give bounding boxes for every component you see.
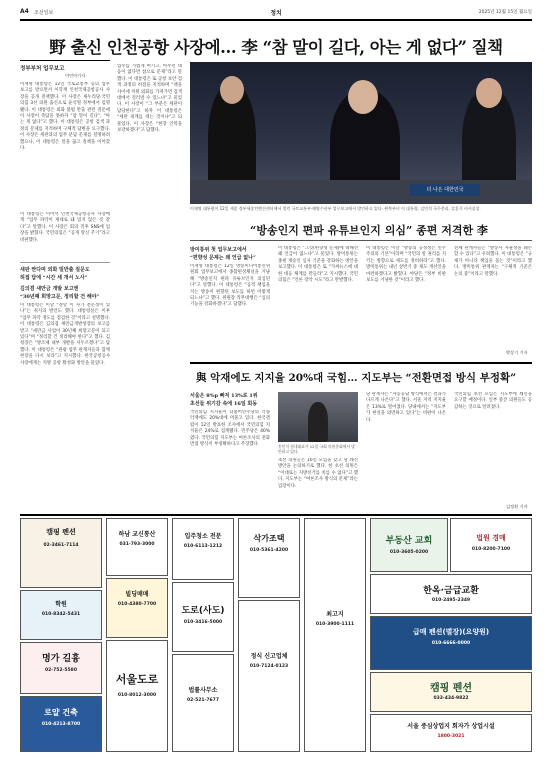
story2-subhead-2: “편향성 문제는 왜 언급 없나” (190, 255, 256, 261)
story3-subhead-1: 서울은 8%p 빠져 13%로 1위 (190, 393, 258, 399)
ad-phone: 010-3900-1111 (315, 622, 355, 627)
story2-col3: 이 대통령은 이날 “방송의 공정성은 민주주의의 기본”이라며 “국민의 알 권리를 지키는 방향으로 제도를 정비하라”고 했다. 방미통위는 내년 상반기 중 제도 개선안을 마련하겠다고 밝혔다. 야당은 “정부 비판 보도를 겨냥한 것”이라고 했다. (366, 246, 446, 284)
ad-title: 법률사무소 (188, 687, 218, 694)
article-col3: 업무를 가볍게 여기고, 아무런 대응이 없다면 참으로 문제”라고 말했다. 이 대통령은 또 공항 보안 검색 과정의 허점을 지적하며 “책을 사이에 끼워 외화를 가져가면 검색대에서 걸러낼 수 있느냐”고 물었다. 이 사장이 “그 부분은 세관이 담당한다”고 하자 이 대통령은 “세관 핑계를 대는 것이냐”고 되물었다. 이 사장은 “현장 인력을 보강하겠다”고 답했다. (117, 64, 182, 134)
ad-box[interactable] (370, 518, 448, 572)
ad-phone: 033-434-9822 (433, 696, 469, 701)
ad-title: 한옥·금급교환 (423, 586, 479, 596)
ad-title: 정식 신고업체 (250, 653, 288, 660)
story3-caption: 송언석 원내대표가 12일 국회 의원총회에서 발언하고 있다. (278, 444, 355, 455)
ad-title: 급매 펜션(별장)(요양원) (412, 628, 490, 636)
ad-phone: 010-5361-4200 (249, 548, 289, 553)
story3-headline: 與 악재에도 지지율 20%대 국힘… 지도부는 “전환면접 방식 부정확” (196, 372, 517, 384)
ad-title: 부동산 교회 (385, 536, 433, 546)
ad-phone: 010-8342-5431 (41, 612, 81, 617)
byline: 이민아기자 (65, 73, 86, 78)
subhead-3: 김의겸 새만금 개발 보고엔 (20, 286, 79, 292)
article-col1b: 이 대통령은 이어서 인천국제공항공사 사장에게 “업무 파악이 제대로 돼 있지 않은 것 같다”고 말했다. 이 사장은 회의 직후 SNS에 입장을 밝혔다. 국민의힘은 “공개 망신 주기”라고 비판했다. (20, 212, 110, 243)
paper-name: 조선일보 (34, 10, 54, 16)
divider (20, 262, 110, 263)
ad-title: 법원 경매 (476, 534, 506, 542)
ad-title: 최고지 (326, 611, 344, 618)
ad-box[interactable] (304, 518, 366, 752)
face-right (476, 78, 502, 108)
ad-phone: 010-4380-7700 (117, 602, 157, 607)
ad-title: 도로(사도) (181, 606, 225, 616)
ad-box[interactable] (20, 642, 102, 694)
article-col2: 이 대통령은 이날 “정말 이 자가 전문성이 있나”는 취지의 발언도 했다. 대통령실은 이후 “업무 파악 정도를 점검한 것”이라고 설명했다. 이 대통령은 김의겸 새만금개발청장의 보고를 받고 “새만금 사업이 30년째 희망고문이 되고 있다”며 “정리할 건 정리해야 한다”고 했다. 김 청장은 “방조제 내부 개발을 서두르겠다”고 답했다. 이 대통령은 “관광 업무 관계자들과 함께 현장을 다시 보라”고 지시했다. 한국공항공사 사장에게는 지방 공항 활성화 방안을 물었다. (20, 303, 110, 366)
ad-phone: 010-6113-1212 (183, 544, 223, 549)
ad-title: 명가 길흉 (42, 654, 80, 664)
story-label: 정부부처 업무보고 (20, 66, 65, 72)
ad-phone: 02-521-7677 (187, 698, 219, 703)
story3-col4: 국민의힘 초선 모임은 지도부에 쇄신을 요구할 예정이다. 일부 중진 의원들도 공감하는 것으로 알려졌다. (454, 392, 532, 410)
ad-phone: 010-8200-7100 (471, 547, 511, 552)
article-col1: 이재명 대통령은 12일 국토교통부 등의 업무 보고를 받으면서 이학재 인천국제공항공사 사장을 공개 질책했다. 이 사장은 새누리당·국민의힘 3선 의원 출신으로 윤석열 정부에서 임명됐다. 이 대통령은 외화 불법 반출 관련 질문에 이 사장이 즉답을 못하자 “참 말이 길다”, “아는 게 없다”고 했다. 이 대통령은 공항 검색 과정의 문제를 지적하며 구체적 답변을 요구했다. 이 사장은 세관과의 업무 분담 문제를 설명하려 했으나, 이 대통령은 말을 끊고 질책을 이어갔다. (20, 82, 110, 152)
story2-byline: 박상기 기자 (506, 350, 528, 355)
ad-title: 캠핑 펜션 (429, 683, 473, 694)
divider (190, 240, 532, 241)
ad-title: 로얄 건축 (44, 708, 78, 717)
ad-box[interactable] (370, 574, 532, 614)
ad-title: 입주청소 전문 (184, 533, 222, 540)
ad-phone: 02-3461-7114 (43, 543, 79, 548)
ad-box[interactable] (106, 578, 168, 638)
ad-box[interactable] (172, 518, 234, 580)
page-header (20, 8, 532, 18)
person (308, 402, 328, 442)
story3-byline: 김정환 기자 (506, 504, 528, 509)
classified-ads (20, 518, 532, 752)
ad-title: 캠핑 펜션 (46, 528, 76, 536)
story3-subhead-2: 초선들 위기감 속에 16일 회동 (190, 401, 258, 407)
section-name: 정치 (270, 10, 282, 17)
ad-box[interactable] (106, 640, 168, 752)
issue-date: 2025년 12월 15일 월요일 (478, 10, 532, 15)
ad-phone: 010-3605-0200 (389, 550, 429, 555)
ad-phone: 010-8012-3000 (117, 693, 157, 698)
ad-phone: 031-793-3000 (119, 542, 155, 547)
story3-col3: 당 관계자는 “자동응답 방식에서는 결과가 다르게 나온다”고 했다. 서울 지역 지지율은 13%로 떨어졌다. 당내에서는 “지도부가 현실을 외면하고 있다”는 비판이 나온다. (366, 392, 446, 423)
ad-box[interactable] (172, 582, 234, 652)
ad-phone: 010-6666-0000 (431, 641, 471, 646)
ad-title: 학원 (55, 601, 67, 608)
ad-title: 빌딩매매 (125, 591, 149, 598)
main-photo (190, 62, 532, 204)
subhead-1: 새판 짠다며 외화 밀반출 질문도 (20, 267, 90, 273)
ad-phone: 010-7124-0123 (249, 664, 289, 669)
face-left (220, 76, 244, 104)
face-center (348, 80, 378, 114)
ad-phone: 010-2495-2349 (431, 598, 471, 603)
story2-headline: “방송인지 편파 유튜브인지 의심” 종편 저격한 李 (250, 224, 488, 237)
ad-phone: 010-3416-5000 (183, 620, 223, 625)
story2-col4: 전체 관계자들은 “방송사 자율성을 훼손할 수 있다”고 우려했다. 이 대통령은 “규제가 아니라 책임을 묻는 것”이라고 했다. 방미통위 관계자는 “구체적 기준은 논의 중”이라고 말했다. (454, 246, 532, 277)
page-number: A4 (20, 8, 29, 15)
ad-box[interactable] (370, 714, 532, 752)
ad-box[interactable] (238, 518, 300, 598)
ad-box[interactable] (106, 518, 168, 576)
header-rule (20, 19, 532, 21)
ad-box[interactable] (370, 616, 532, 670)
ad-box[interactable] (20, 518, 102, 588)
story2-col1: 이재명 대통령은 12일 방송미디어통신위원회 업무보고에서 종합편성채널을 겨냥해 “방송인지 편파 유튜브인지 의심된다”고 말했다. 이 대통령은 “공적 책임을 지는 방송이 편향된 보도를 하면 어떻게 되느냐”고 했다. 위원장 직무대행은 “심의 기능을 강화하겠다”고 답했다. (190, 264, 270, 308)
story2-subhead-1: 방미통위 첫 업무보고에서 (190, 247, 247, 253)
col-rule (20, 60, 110, 61)
ad-box[interactable] (370, 672, 532, 712)
ad-rule (20, 514, 532, 516)
desk (190, 180, 532, 204)
story2-col2: 이 대통령은 “그것(편향성 문제)에 대해선 왜 언급이 없느냐”고 물었다. 방미통위는 종편 재승인 심사 기준을 강화하는 방안을 보고했다. 이 대통령은 또 “가짜뉴스에 대한 대응 체계를 만들라”고 지시했다. 국민의힘은 “언론 장악 시도”라고 반발했다. (278, 246, 358, 284)
divider (190, 362, 532, 364)
ad-title: 하남 교신통산 (118, 531, 156, 538)
story3-col2: 초선 의원들은 16일 모임을 갖고 당 쇄신 방안을 논의하기로 했다. 한 초선 의원은 “이대로는 지방선거를 치를 수 없다”고 했다. 지도부는 “여론조사 방식의 문제”라는 입장이다. (278, 458, 358, 489)
ad-phone: 1800-3021 (437, 734, 465, 739)
photo-caption: 이재명 대통령이 12일 세종 정부세종컨벤션센터에서 열린 국토교통부·해양수산부 업무보고에서 발언하고 있다. 왼쪽부터 이 대통령, 김민석 국무총리, 강훈식 비서실장. (190, 206, 481, 211)
ad-phone: 02-752-5580 (45, 668, 77, 673)
ad-title: 서울도로 (115, 673, 159, 686)
podium-sign: 더 나은 대한민국 (410, 184, 480, 196)
ad-box[interactable] (450, 518, 532, 572)
ad-box[interactable] (20, 590, 102, 640)
ad-phone: 010-4213-8700 (41, 722, 81, 727)
ad-box[interactable] (172, 654, 234, 752)
story3-photo (278, 392, 358, 442)
subhead-2: 허접 답에 “시간 세 개서 노사” (20, 275, 88, 281)
story3-col1: 국민의힘 지지율이 더불어민주당의 각종 악재에도 20%대에 머물고 있다. 한국갤럽이 12일 발표한 조사에서 국민의힘 지지율은 24%로 집계됐다. 민주당은 40%였다. 국민의힘 지도부는 여론조사의 전화면접 방식이 부정확하다고 주장했다. (190, 410, 270, 448)
subhead-4: “30년째 희망고문, 정리할 건 해야” (20, 294, 100, 300)
ad-title: 서울 중심상업지 회자가 상업시설 (407, 723, 495, 730)
ad-box[interactable] (238, 600, 300, 752)
ad-title: 삭가조택 (253, 534, 285, 543)
ad-box[interactable] (20, 696, 102, 752)
main-headline: 野 출신 인천공항 사장에… 李 “참 말이 길다, 아는 게 없다” 질책 (49, 38, 503, 57)
